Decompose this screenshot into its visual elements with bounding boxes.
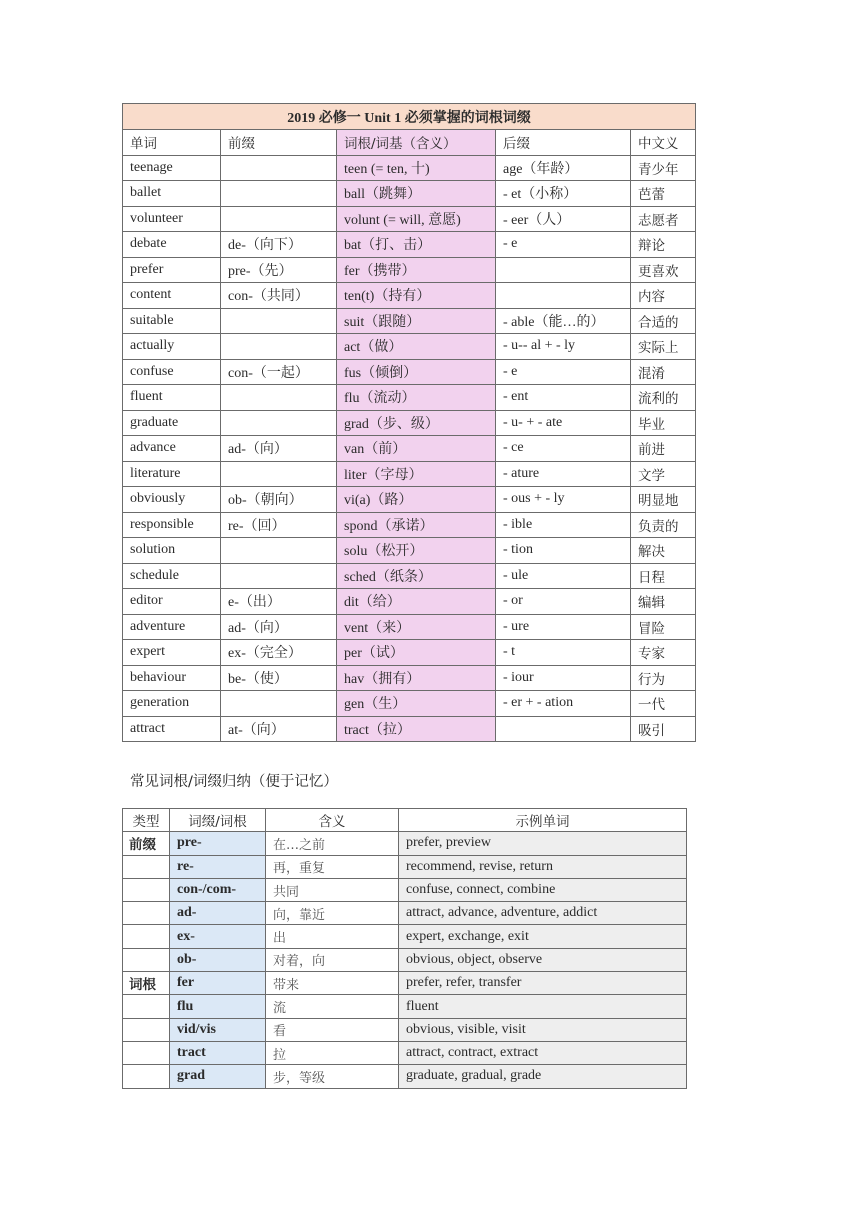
prefix-cell — [221, 410, 337, 436]
meaning-cell: 解决 — [631, 538, 696, 564]
column-header: 类型 — [123, 809, 170, 832]
suffix-cell: age（年龄） — [496, 155, 631, 181]
root-cell: volunt (= will, 意愿) — [337, 206, 496, 232]
meaning-cell: 志愿者 — [631, 206, 696, 232]
meaning-cell: 日程 — [631, 563, 696, 589]
suffix-cell: - able（能…的） — [496, 308, 631, 334]
suffix-cell: - t — [496, 640, 631, 666]
prefix-cell: at-（向） — [221, 716, 337, 742]
suffix-cell: - er + - ation — [496, 691, 631, 717]
prefix-cell — [221, 206, 337, 232]
suffix-cell: - u- + - ate — [496, 410, 631, 436]
meaning-cell: 辩论 — [631, 232, 696, 258]
suffix-cell: - iour — [496, 665, 631, 691]
prefix-cell — [221, 563, 337, 589]
root-affix-table — [122, 103, 696, 742]
table-row — [123, 1065, 687, 1088]
table-row — [123, 665, 696, 691]
root-cell: fer（携带） — [337, 257, 496, 283]
example-cell: obvious, visible, visit — [399, 1018, 687, 1041]
prefix-cell: ad-（向） — [221, 614, 337, 640]
column-header: 示例单词 — [399, 809, 687, 832]
table-row — [123, 855, 687, 878]
table-row — [123, 972, 687, 995]
meaning-cell: 明显地 — [631, 487, 696, 513]
column-header: 词根/词基（含义） — [337, 130, 496, 156]
table-row — [123, 512, 696, 538]
word-cell: graduate — [123, 410, 221, 436]
type-cell — [123, 948, 170, 971]
affix-cell: vid/vis — [170, 1018, 266, 1041]
meaning-cell: 出 — [266, 925, 399, 948]
root-cell: dit（给） — [337, 589, 496, 615]
root-cell: gen（生） — [337, 691, 496, 717]
meaning-cell: 专家 — [631, 640, 696, 666]
root-cell: per（试） — [337, 640, 496, 666]
table-row — [123, 948, 687, 971]
meaning-cell: 混淆 — [631, 359, 696, 385]
type-cell — [123, 1065, 170, 1088]
example-cell: expert, exchange, exit — [399, 925, 687, 948]
word-cell: solution — [123, 538, 221, 564]
suffix-cell: - ule — [496, 563, 631, 589]
word-cell: volunteer — [123, 206, 221, 232]
meaning-cell: 内容 — [631, 283, 696, 309]
table-row — [123, 410, 696, 436]
word-cell: ballet — [123, 181, 221, 207]
table-header-row — [123, 809, 687, 832]
table-row — [123, 902, 687, 925]
word-cell: prefer — [123, 257, 221, 283]
root-cell: flu（流动） — [337, 385, 496, 411]
example-cell: attract, contract, extract — [399, 1041, 687, 1064]
prefix-cell: re-（回） — [221, 512, 337, 538]
prefix-cell — [221, 308, 337, 334]
root-cell: suit（跟随） — [337, 308, 496, 334]
table-row — [123, 691, 696, 717]
type-cell — [123, 878, 170, 901]
table-row — [123, 232, 696, 258]
table-row — [123, 832, 687, 855]
table-row — [123, 925, 687, 948]
column-header: 前缀 — [221, 130, 337, 156]
table-row — [123, 155, 696, 181]
type-cell — [123, 1041, 170, 1064]
affix-cell: con-/com- — [170, 878, 266, 901]
root-cell: grad（步、级） — [337, 410, 496, 436]
type-cell — [123, 995, 170, 1018]
suffix-cell: - ible — [496, 512, 631, 538]
table-row — [123, 1041, 687, 1064]
word-cell: debate — [123, 232, 221, 258]
meaning-cell: 编辑 — [631, 589, 696, 615]
table-row — [123, 308, 696, 334]
suffix-cell: - eer（人） — [496, 206, 631, 232]
type-cell — [123, 855, 170, 878]
word-cell: content — [123, 283, 221, 309]
suffix-cell: - ous + - ly — [496, 487, 631, 513]
prefix-cell — [221, 155, 337, 181]
type-cell — [123, 925, 170, 948]
root-cell: vi(a)（路） — [337, 487, 496, 513]
suffix-cell: - or — [496, 589, 631, 615]
suffix-cell: - ce — [496, 436, 631, 462]
table-row — [123, 385, 696, 411]
meaning-cell: 冒险 — [631, 614, 696, 640]
root-cell: bat（打、击） — [337, 232, 496, 258]
example-cell: confuse, connect, combine — [399, 878, 687, 901]
prefix-cell: be-（使） — [221, 665, 337, 691]
table-row — [123, 257, 696, 283]
example-cell: fluent — [399, 995, 687, 1018]
meaning-cell: 共同 — [266, 878, 399, 901]
table-row — [123, 640, 696, 666]
meaning-cell: 吸引 — [631, 716, 696, 742]
root-cell: fus（倾倒） — [337, 359, 496, 385]
table-row — [123, 487, 696, 513]
affix-cell: re- — [170, 855, 266, 878]
meaning-cell: 一代 — [631, 691, 696, 717]
prefix-cell: pre-（先） — [221, 257, 337, 283]
table-row — [123, 436, 696, 462]
table-row — [123, 716, 696, 742]
prefix-cell: ob-（朝向） — [221, 487, 337, 513]
suffix-cell: - ature — [496, 461, 631, 487]
suffix-cell: - tion — [496, 538, 631, 564]
suffix-cell: - e — [496, 232, 631, 258]
column-header: 中文义 — [631, 130, 696, 156]
affix-cell: flu — [170, 995, 266, 1018]
table-row — [123, 995, 687, 1018]
word-cell: schedule — [123, 563, 221, 589]
section-heading: 常见词根/词缀归纳（便于记忆） — [130, 774, 338, 790]
table-row — [123, 181, 696, 207]
meaning-cell: 行为 — [631, 665, 696, 691]
meaning-cell: 对着，向 — [266, 948, 399, 971]
meaning-cell: 负责的 — [631, 512, 696, 538]
example-cell: prefer, preview — [399, 832, 687, 855]
affix-summary-table — [122, 808, 687, 1089]
word-cell: editor — [123, 589, 221, 615]
table-row — [123, 283, 696, 309]
meaning-cell: 向，靠近 — [266, 902, 399, 925]
type-cell — [123, 902, 170, 925]
word-cell: suitable — [123, 308, 221, 334]
meaning-cell: 流利的 — [631, 385, 696, 411]
root-cell: hav（拥有） — [337, 665, 496, 691]
suffix-cell — [496, 283, 631, 309]
prefix-cell: e-（出） — [221, 589, 337, 615]
word-cell: advance — [123, 436, 221, 462]
suffix-cell: - u-- al + - ly — [496, 334, 631, 360]
word-cell: responsible — [123, 512, 221, 538]
affix-cell: ad- — [170, 902, 266, 925]
prefix-cell: ad-（向） — [221, 436, 337, 462]
suffix-cell: - et（小称） — [496, 181, 631, 207]
table-row — [123, 461, 696, 487]
prefix-cell — [221, 538, 337, 564]
word-cell: adventure — [123, 614, 221, 640]
meaning-cell: 前进 — [631, 436, 696, 462]
example-cell: recommend, revise, return — [399, 855, 687, 878]
table-row — [123, 538, 696, 564]
column-header: 词缀/词根 — [170, 809, 266, 832]
table-row — [123, 334, 696, 360]
prefix-cell — [221, 691, 337, 717]
table-header-row — [123, 130, 696, 156]
word-cell: actually — [123, 334, 221, 360]
word-cell: behaviour — [123, 665, 221, 691]
table-row — [123, 614, 696, 640]
column-header: 后缀 — [496, 130, 631, 156]
root-cell: ten(t)（持有） — [337, 283, 496, 309]
suffix-cell: - ure — [496, 614, 631, 640]
suffix-cell — [496, 257, 631, 283]
table-row — [123, 563, 696, 589]
column-header: 含义 — [266, 809, 399, 832]
prefix-cell — [221, 385, 337, 411]
affix-cell: tract — [170, 1041, 266, 1064]
meaning-cell: 看 — [266, 1018, 399, 1041]
meaning-cell: 步，等级 — [266, 1065, 399, 1088]
root-cell: solu（松开） — [337, 538, 496, 564]
word-cell: teenage — [123, 155, 221, 181]
suffix-cell: - ent — [496, 385, 631, 411]
root-cell: act（做） — [337, 334, 496, 360]
affix-cell: grad — [170, 1065, 266, 1088]
column-header: 单词 — [123, 130, 221, 156]
prefix-cell — [221, 334, 337, 360]
table-row — [123, 1018, 687, 1041]
word-cell: literature — [123, 461, 221, 487]
root-cell: spond（承诺） — [337, 512, 496, 538]
type-cell: 词根 — [123, 972, 170, 995]
root-cell: vent（来） — [337, 614, 496, 640]
meaning-cell: 文学 — [631, 461, 696, 487]
prefix-cell: con-（一起） — [221, 359, 337, 385]
table-row — [123, 359, 696, 385]
meaning-cell: 青少年 — [631, 155, 696, 181]
type-cell: 前缀 — [123, 832, 170, 855]
meaning-cell: 流 — [266, 995, 399, 1018]
prefix-cell — [221, 461, 337, 487]
prefix-cell: de-（向下） — [221, 232, 337, 258]
suffix-cell — [496, 716, 631, 742]
root-cell: ball（跳舞） — [337, 181, 496, 207]
example-cell: graduate, gradual, grade — [399, 1065, 687, 1088]
word-cell: expert — [123, 640, 221, 666]
type-cell — [123, 1018, 170, 1041]
affix-cell: pre- — [170, 832, 266, 855]
affix-cell: fer — [170, 972, 266, 995]
meaning-cell: 更喜欢 — [631, 257, 696, 283]
root-cell: sched（纸条） — [337, 563, 496, 589]
word-cell: confuse — [123, 359, 221, 385]
root-cell: van（前） — [337, 436, 496, 462]
table-title: 2019 必修一 Unit 1 必须掌握的词根词缀 — [123, 104, 696, 130]
root-cell: liter（字母） — [337, 461, 496, 487]
prefix-cell — [221, 181, 337, 207]
meaning-cell: 带来 — [266, 972, 399, 995]
meaning-cell: 实际上 — [631, 334, 696, 360]
table-row — [123, 878, 687, 901]
meaning-cell: 合适的 — [631, 308, 696, 334]
prefix-cell: ex-（完全） — [221, 640, 337, 666]
example-cell: attract, advance, adventure, addict — [399, 902, 687, 925]
word-cell: obviously — [123, 487, 221, 513]
meaning-cell: 在…之前 — [266, 832, 399, 855]
meaning-cell: 芭蕾 — [631, 181, 696, 207]
meaning-cell: 毕业 — [631, 410, 696, 436]
table-row — [123, 206, 696, 232]
root-cell: teen (= ten, 十) — [337, 155, 496, 181]
meaning-cell: 拉 — [266, 1041, 399, 1064]
meaning-cell: 再，重复 — [266, 855, 399, 878]
word-cell: attract — [123, 716, 221, 742]
affix-cell: ex- — [170, 925, 266, 948]
root-cell: tract（拉） — [337, 716, 496, 742]
table-row — [123, 589, 696, 615]
word-cell: fluent — [123, 385, 221, 411]
suffix-cell: - e — [496, 359, 631, 385]
prefix-cell: con-（共同） — [221, 283, 337, 309]
word-cell: generation — [123, 691, 221, 717]
example-cell: prefer, refer, transfer — [399, 972, 687, 995]
example-cell: obvious, object, observe — [399, 948, 687, 971]
affix-cell: ob- — [170, 948, 266, 971]
